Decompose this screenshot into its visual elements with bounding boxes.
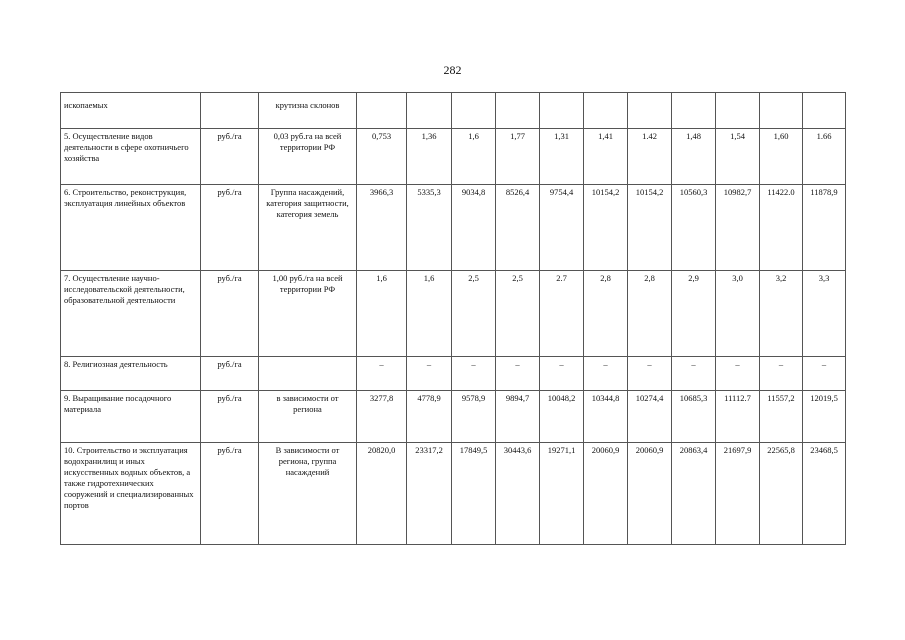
unit-cell: руб./га bbox=[201, 443, 259, 545]
rate-value-cell bbox=[496, 93, 540, 129]
rates-table bbox=[60, 92, 846, 545]
rate-value-cell: 10685,3 bbox=[672, 391, 716, 443]
rate-value-cell: 2,8 bbox=[584, 271, 628, 357]
condition-cell bbox=[259, 357, 357, 391]
rate-value-cell: 11112.7 bbox=[716, 391, 760, 443]
rate-value-cell: 1,54 bbox=[716, 129, 760, 185]
rate-value-cell: 4778,9 bbox=[407, 391, 452, 443]
rate-value-cell: – bbox=[452, 357, 496, 391]
rate-value-cell: – bbox=[803, 357, 846, 391]
rate-value-cell: 30443,6 bbox=[496, 443, 540, 545]
condition-cell: 0,03 руб.га на всей территории РФ bbox=[259, 129, 357, 185]
rate-value-cell: 2,5 bbox=[452, 271, 496, 357]
rate-value-cell bbox=[803, 93, 846, 129]
rate-value-cell: 2,5 bbox=[496, 271, 540, 357]
rate-value-cell: 10154,2 bbox=[584, 185, 628, 271]
rate-value-cell: 5335,3 bbox=[407, 185, 452, 271]
rate-value-cell: 3,2 bbox=[760, 271, 803, 357]
rate-value-cell: 1,60 bbox=[760, 129, 803, 185]
unit-cell: руб./га bbox=[201, 185, 259, 271]
rate-value-cell: 22565,8 bbox=[760, 443, 803, 545]
rate-value-cell: 23468,5 bbox=[803, 443, 846, 545]
rate-value-cell: 23317,2 bbox=[407, 443, 452, 545]
rate-value-cell: 10982,7 bbox=[716, 185, 760, 271]
rate-value-cell: 1,6 bbox=[407, 271, 452, 357]
rate-value-cell: 12019,5 bbox=[803, 391, 846, 443]
rate-value-cell: 2,8 bbox=[628, 271, 672, 357]
rate-value-cell: 1,77 bbox=[496, 129, 540, 185]
rate-value-cell: 3966,3 bbox=[357, 185, 407, 271]
table-row bbox=[61, 129, 846, 185]
table-row bbox=[61, 443, 846, 545]
rate-value-cell bbox=[716, 93, 760, 129]
rate-value-cell: 1.66 bbox=[803, 129, 846, 185]
rate-value-cell bbox=[407, 93, 452, 129]
rate-value-cell: – bbox=[496, 357, 540, 391]
page-number: 282 bbox=[443, 63, 462, 77]
rate-value-cell: 10048,2 bbox=[540, 391, 584, 443]
unit-cell: руб./га bbox=[201, 391, 259, 443]
rate-value-cell: 0,753 bbox=[357, 129, 407, 185]
rate-value-cell: 9894,7 bbox=[496, 391, 540, 443]
rate-value-cell: 11422.0 bbox=[760, 185, 803, 271]
condition-cell: В зависимости от региона, группа насаждений bbox=[259, 443, 357, 545]
table-row bbox=[61, 185, 846, 271]
rate-value-cell: 21697,9 bbox=[716, 443, 760, 545]
rate-value-cell bbox=[672, 93, 716, 129]
rate-value-cell: – bbox=[628, 357, 672, 391]
rate-value-cell: 1.42 bbox=[628, 129, 672, 185]
rate-value-cell: 20863,4 bbox=[672, 443, 716, 545]
rate-value-cell: 20820,0 bbox=[357, 443, 407, 545]
rate-value-cell: – bbox=[540, 357, 584, 391]
rate-value-cell: – bbox=[584, 357, 628, 391]
rate-value-cell: 1,41 bbox=[584, 129, 628, 185]
activity-name-cell: 10. Строительство и эксплуатация водохранилищ и иных искусственных водных объектов, а также гидротехнических сооружений и специализированных портов bbox=[61, 443, 201, 545]
rate-value-cell bbox=[357, 93, 407, 129]
table-row bbox=[61, 271, 846, 357]
rate-value-cell: 10154,2 bbox=[628, 185, 672, 271]
rate-value-cell: – bbox=[672, 357, 716, 391]
rate-value-cell: – bbox=[357, 357, 407, 391]
rate-value-cell bbox=[628, 93, 672, 129]
rate-value-cell bbox=[760, 93, 803, 129]
rate-value-cell: 1,31 bbox=[540, 129, 584, 185]
activity-name-cell: 7. Осуществление научно-исследовательской деятельности, образовательной деятельности bbox=[61, 271, 201, 357]
rate-value-cell: 3,3 bbox=[803, 271, 846, 357]
condition-cell: в зависимости от региона bbox=[259, 391, 357, 443]
rate-value-cell: 11878,9 bbox=[803, 185, 846, 271]
rate-value-cell: 11557,2 bbox=[760, 391, 803, 443]
unit-cell bbox=[201, 93, 259, 129]
unit-cell: руб./га bbox=[201, 129, 259, 185]
rate-value-cell: 9034,8 bbox=[452, 185, 496, 271]
table-row bbox=[61, 93, 846, 129]
rate-value-cell: 8526,4 bbox=[496, 185, 540, 271]
activity-name-cell: ископаемых bbox=[61, 93, 201, 129]
rate-value-cell bbox=[452, 93, 496, 129]
rate-value-cell bbox=[584, 93, 628, 129]
rate-value-cell: 20060,9 bbox=[584, 443, 628, 545]
activity-name-cell: 5. Осуществление видов деятельности в сфере охотничьего хозяйства bbox=[61, 129, 201, 185]
rate-value-cell: 2.7 bbox=[540, 271, 584, 357]
unit-cell: руб./га bbox=[201, 357, 259, 391]
rate-value-cell: 9754,4 bbox=[540, 185, 584, 271]
condition-cell: крутизна склонов bbox=[259, 93, 357, 129]
unit-cell: руб./га bbox=[201, 271, 259, 357]
condition-cell: 1,00 руб./га на всей территории РФ bbox=[259, 271, 357, 357]
rate-value-cell: 1,36 bbox=[407, 129, 452, 185]
rate-value-cell: 9578,9 bbox=[452, 391, 496, 443]
rate-value-cell: 20060,9 bbox=[628, 443, 672, 545]
rate-value-cell: – bbox=[716, 357, 760, 391]
rate-value-cell: 3277,8 bbox=[357, 391, 407, 443]
rate-value-cell: – bbox=[760, 357, 803, 391]
rate-value-cell: 19271,1 bbox=[540, 443, 584, 545]
rate-value-cell: 10344,8 bbox=[584, 391, 628, 443]
rate-value-cell: 1,48 bbox=[672, 129, 716, 185]
rate-value-cell: – bbox=[407, 357, 452, 391]
condition-cell: Группа насаждений, категория защитности, категория земель bbox=[259, 185, 357, 271]
rate-value-cell: 10560,3 bbox=[672, 185, 716, 271]
rate-value-cell bbox=[540, 93, 584, 129]
rate-value-cell: 1,6 bbox=[357, 271, 407, 357]
table-row bbox=[61, 391, 846, 443]
activity-name-cell: 6. Строительство, реконструкция, эксплуатация линейных объектов bbox=[61, 185, 201, 271]
rate-value-cell: 1,6 bbox=[452, 129, 496, 185]
activity-name-cell: 8. Религиозная деятельность bbox=[61, 357, 201, 391]
rate-value-cell: 2,9 bbox=[672, 271, 716, 357]
rate-value-cell: 3,0 bbox=[716, 271, 760, 357]
rate-value-cell: 17849,5 bbox=[452, 443, 496, 545]
rate-value-cell: 10274,4 bbox=[628, 391, 672, 443]
table-row bbox=[61, 357, 846, 391]
activity-name-cell: 9. Выращивание посадочного материала bbox=[61, 391, 201, 443]
